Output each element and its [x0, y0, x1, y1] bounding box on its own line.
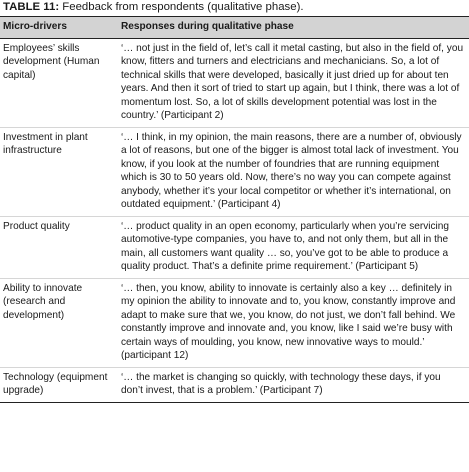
response-cell: ‘… then, you know, ability to innovate is certainly also a key … definitely in my opinion the ability to innovate and to, you know, constantly improve and adapt to make sure that we, you know, do not just, we don’t fall behind. We constantly improve and innovate and, you know, like I said we’re busy with certain ways of moulding, you know, new innovative ways to mould.’ (participant 12) [118, 278, 469, 367]
response-cell: ‘… I think, in my opinion, the main reasons, there are a number of, obviously a lot of reasons, but one of the bigger is almost total lack of investment. You know, if you look at the number of foundries that are running equipment which is 30 to 50 years old. Now, there’s no way you can compete against anybody, whether it’s your local competitor or whether it’s international, on outdated equipment.’ (Participant 4) [118, 127, 469, 216]
table-caption [3, 0, 304, 14]
micro-driver-cell: Product quality [0, 216, 118, 278]
table-row [0, 278, 469, 367]
table-row [0, 38, 469, 127]
response-cell: ‘… not just in the field of, let’s call it metal casting, but also in the field of, you know, fitters and turners and electricians and mechanicians. So, a lot of technical skills that were developed, basically it just dried up for about ten years. And then it sort of tried to start up again, but I think, there was a lot of momentum lost. So, a lot of skills development potential was lost in the country.’ (Participant 2) [118, 38, 469, 127]
micro-driver-cell: Technology (equipment upgrade) [0, 367, 118, 402]
feedback-table [0, 16, 469, 403]
header-responses: Responses during qualitative phase [118, 17, 469, 39]
table-caption-label: TABLE 11: [3, 1, 60, 13]
header-micro-drivers: Micro-drivers [0, 17, 118, 39]
table-row [0, 367, 469, 402]
table-row [0, 127, 469, 216]
micro-driver-cell: Employees’ skills development (Human capital) [0, 38, 118, 127]
micro-driver-cell: Investment in plant infrastructure [0, 127, 118, 216]
response-cell: ‘… product quality in an open economy, particularly when you’re servicing automotive-type companies, you have to, and not only them, but all in the main, all customers want quality … so, you’ve got to be able to produce a quality product. That’s a definite prime requirement.’ (Participant 5) [118, 216, 469, 278]
response-cell: ‘… the market is changing so quickly, with technology these days, if you don’t invest, that is a problem.’ (Participant 7) [118, 367, 469, 402]
table-header-row [0, 17, 469, 39]
micro-driver-cell: Ability to innovate (research and development) [0, 278, 118, 367]
table-row [0, 216, 469, 278]
table-caption-text: Feedback from respondents (qualitative phase). [59, 1, 304, 13]
